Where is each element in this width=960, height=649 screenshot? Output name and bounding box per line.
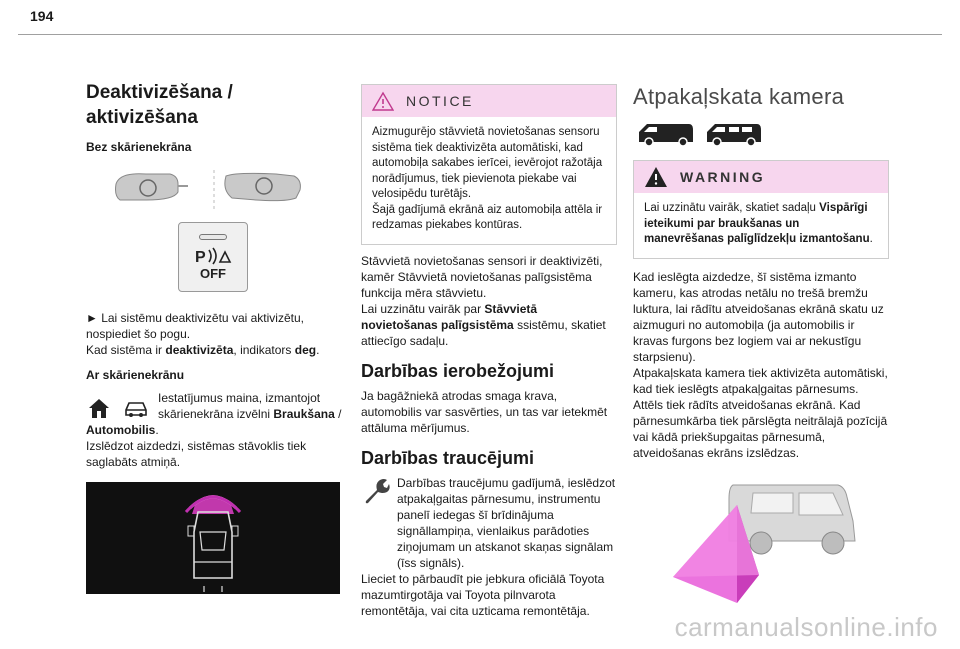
top-rule [18, 34, 942, 35]
notice-header [362, 85, 616, 117]
notice-title: NOTICE [406, 93, 474, 109]
van-icon-1 [633, 120, 697, 148]
notice-box [361, 84, 617, 245]
paragraph-touch-settings: Iestatījumus maina, izmantojot skārienekrāna izvēlni Braukšana / [158, 391, 342, 421]
notice-paragraph-1: Aizmugurējo stāvvietā novietošanas sensoru sistēma tiek deaktivizēta automātiski, kad automobiļa sakabes ierīcei, ievērojot ražotāja norādījumus, tiek pievienota piekabe vai velosipēdu turētājs. [372, 126, 603, 200]
section-heading-deactivation [86, 80, 342, 130]
paragraph-camera-display: Attēls tiek rādīts atveidošanas ekrānā. Kad pārnesumkārba tiek pārslēgta neitrālajā pozīcijā vai kādā priekšupgaitas pārnesumā, atveidošanas ekrāns izslēdzas. [633, 397, 888, 460]
parking-sensor-icon [193, 246, 233, 266]
heading-malfunctions: Darbības traucējumi [361, 447, 535, 468]
paragraph-automobilis: Automobilis. [86, 423, 159, 437]
paragraph-faults: Darbības traucējumu gadījumā, ieslēdzot atpakaļgaitas pārnesumu, instrumentu panelī iedegas šī brīdinājuma signāllampiņa, vienlaikus parādoties ziņojumam un atskanot skaņas signālam (īss signāls). [397, 475, 616, 570]
mirrors-illustration [86, 166, 342, 216]
paragraph-memory: Izslēdzot aizdedzi, sistēmas stāvoklis tiek saglabāts atmiņā. [86, 439, 307, 469]
warning-filled-triangle-icon [644, 166, 668, 188]
heading-rear-camera: Atpakaļskata kamera [633, 84, 845, 109]
warning-triangle-icon [372, 91, 394, 111]
heading-line-1: Deaktivizēšana / [86, 82, 233, 103]
paragraph-camera-intro: Kad ieslēgta aizdedze, šī sistēma izmanto kameru, kas atrodas netālu no trešā bremžu luktura, lai rādītu atveidošanas ekrānā skatu uz aizmuguri no automobiļa (ja automobilis ir kravas furgons bez logiem vai ar nekustīgu starpsienu). [633, 269, 884, 364]
paragraph-limits: Ja bagāžniekā atrodas smaga krava, automobilis var sasvērties, un tas var ietekmēt attāluma mērījumus. [361, 388, 608, 435]
column-1 [86, 80, 342, 594]
svg-text:P: P [195, 248, 206, 266]
warning-header [634, 161, 888, 193]
paragraph-sensors-deactivated: Stāvvietā novietošanas sensori ir deaktivizēti, kamēr Stāvvietā novietošanas palīgsistēma funkcija mēra stāvvietu. [361, 253, 603, 300]
rear-camera-van-illustration [633, 465, 889, 615]
column-2 [361, 84, 617, 619]
parking-sensor-screen-photo [86, 482, 340, 594]
heading-line-2: aktivizēšana [86, 107, 198, 128]
sub-heading-touchscreen: Ar skārienekrānu [86, 368, 185, 382]
page-number: 194 [30, 8, 54, 24]
vehicle-variants-row [633, 120, 889, 148]
warning-box [633, 160, 889, 259]
malfunction-row [361, 475, 617, 571]
paragraph-indicator: Kad sistēma ir deaktivizēta, indikators deg. [86, 343, 320, 357]
warning-paragraph: Lai uzzinātu vairāk, skatiet sadaļu Vispārīgi ieteikumi par braukšanas un manevrēšanas palīglīdzekļu izmantošanu. [644, 202, 873, 245]
notice-paragraph-2: Šajā gadījumā ekrānā aiz automobiļa attēla ir redzamas piekabes kontūras. [372, 203, 603, 231]
heading-operating-limits: Darbības ierobežojumi [361, 360, 555, 381]
column-3 [633, 84, 889, 615]
warning-title: WARNING [680, 169, 766, 185]
wrench-icon [361, 475, 391, 505]
paragraph-camera-activation: Atpakaļskata kamera tiek aktivizēta automātiski, kad tiek ieslēgts atpakaļgaitas pārnesums. [633, 365, 888, 396]
paragraph-parking-assist-ref: Lai uzzinātu vairāk par Stāvvietā novietošanas palīgsistēma ssistēmu, skatiet attiecīgo sadaļu. [361, 301, 606, 348]
van-icon-2 [701, 120, 765, 148]
watermark: carmanualsonline.info [674, 612, 938, 642]
car-top-view-icon [86, 482, 340, 594]
button-off-label: OFF [200, 265, 226, 281]
parking-sensor-button[interactable] [178, 222, 248, 292]
car-settings-icon [122, 396, 150, 420]
touchscreen-settings-row [86, 390, 342, 422]
paragraph-check-dealer: Lieciet to pārbaudīt pie jebkura oficiālā Toyota mazumtirgotāja vai Toyota pilnvarota remontētāja, vai cita uzticama remontētāja. [361, 571, 605, 618]
button-indicator-led [199, 234, 227, 240]
paragraph-press-button: ► Lai sistēmu deaktivizētu vai aktivizētu, nospiediet šo pogu. [86, 311, 304, 341]
sub-heading-no-touchscreen: Bez skārienekrāna [86, 140, 192, 154]
home-icon [86, 396, 112, 420]
